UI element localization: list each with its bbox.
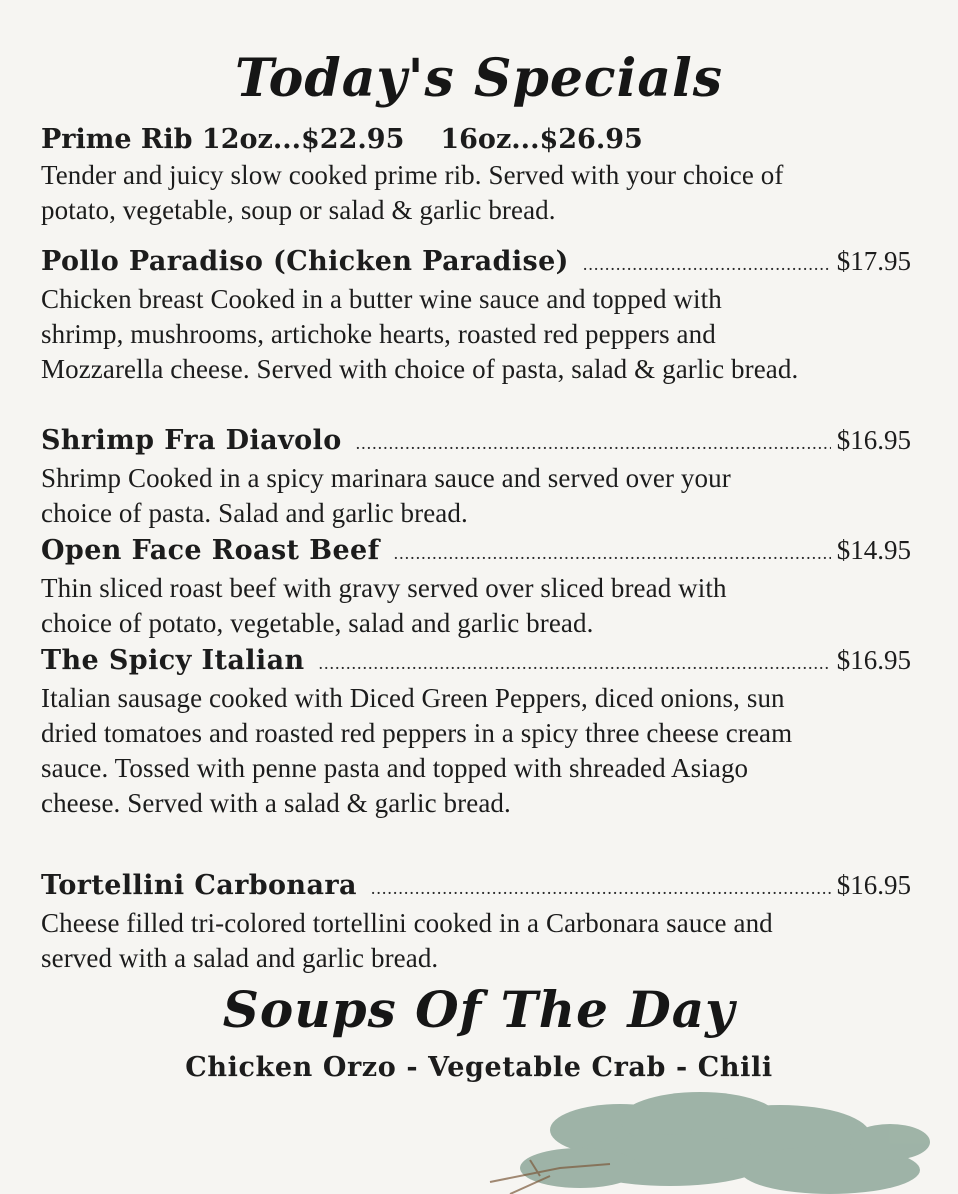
page-title: Today's Specials: [234, 48, 724, 109]
dot-leader: [356, 425, 831, 461]
item-name: Pollo Paradiso (Chicken Paradise): [41, 246, 569, 277]
item-name-alt-size: 16oz...$26.95: [440, 124, 643, 155]
item-name: Shrimp Fra Diavolo: [41, 425, 342, 456]
item-price: $16.95: [836, 870, 911, 900]
soups-title: Soups Of The Day: [222, 980, 736, 1039]
item-description: Cheese filled tri-colored tortellini cooked in a Carbonara sauce and served with a salad and garlic bread.: [41, 908, 773, 973]
menu-item-open-face-roast-beef: [41, 532, 911, 641]
item-name: The Spicy Italian: [41, 645, 305, 676]
item-name: Prime Rib 12oz...$22.95: [41, 124, 405, 155]
item-price: $16.95: [836, 645, 911, 675]
item-description: Tender and juicy slow cooked prime rib. Served with your choice of potato, vegetable, soup or salad & garlic bread.: [41, 160, 784, 225]
tree-illustration-icon: [470, 1090, 958, 1194]
dot-leader: [371, 870, 831, 906]
menu-item-pollo-paradiso: [41, 243, 911, 387]
item-name: Open Face Roast Beef: [41, 535, 380, 566]
item-description: Italian sausage cooked with Diced Green Peppers, diced onions, sun dried tomatoes and roasted red peppers in a spicy three cheese cream sauce. Tossed with penne pasta and topped with shreaded Asiago cheese. Served with a salad & garlic bread.: [41, 683, 793, 818]
soups-list: Chicken Orzo - Vegetable Crab - Chili: [185, 1052, 773, 1083]
item-name: Tortellini Carbonara: [41, 870, 357, 901]
item-price: $16.95: [836, 425, 911, 455]
dot-leader: [394, 535, 831, 571]
menu-item-shrimp-fra-diavolo: [41, 422, 911, 531]
menu-item-prime-rib: [41, 122, 911, 228]
dot-leader: [583, 246, 831, 282]
item-description: Thin sliced roast beef with gravy served over sliced bread with choice of potato, vegetable, salad and garlic bread.: [41, 573, 727, 638]
item-price: $14.95: [836, 535, 911, 565]
menu-item-spicy-italian: [41, 642, 911, 821]
item-description: Shrimp Cooked in a spicy marinara sauce and served over your choice of pasta. Salad and garlic bread.: [41, 463, 731, 528]
dot-leader: [319, 645, 831, 681]
item-price: $17.95: [836, 246, 911, 276]
item-description: Chicken breast Cooked in a butter wine sauce and topped with shrimp, mushrooms, artichoke hearts, roasted red peppers and Mozzarella cheese. Served with choice of pasta, salad & garlic bread.: [41, 284, 799, 384]
menu-item-tortellini-carbonara: [41, 867, 911, 976]
